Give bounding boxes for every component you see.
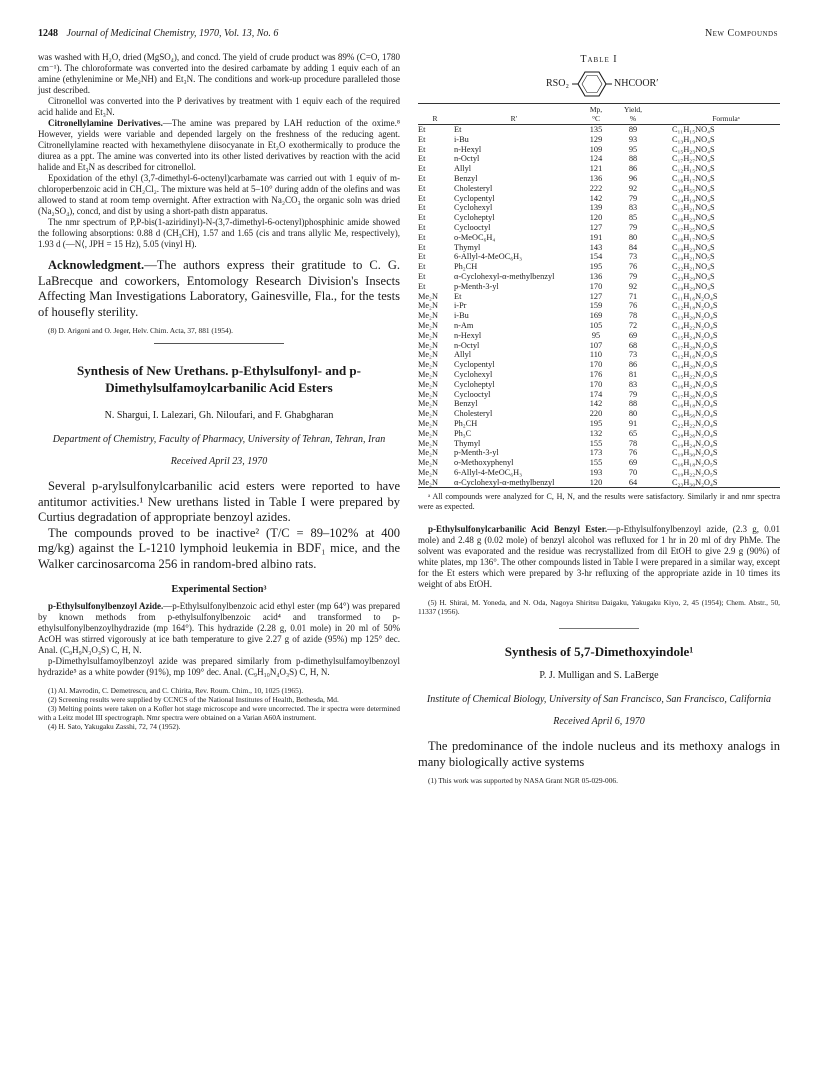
cell-r: Et: [418, 203, 426, 213]
cell-yield: 76: [628, 301, 638, 311]
footnote: [418, 776, 780, 785]
header-formula: Formulaᵃ: [648, 115, 780, 125]
run-in-heading: p-Ethylsulfonylbenzoyl Azide.: [48, 601, 164, 611]
reference: (8) D. Arigoni and O. Jeger, Helv. Chim. Acta, 37, 881 (1954).: [48, 326, 233, 335]
cell-yield: 79: [628, 222, 638, 232]
received-date: Received April 6, 1970: [553, 716, 645, 728]
paragraph-text: —The amine was prepared by LAH reduction of the oxime.⁸ However, yields were variable and depended largely on the freshness of the reducing agent. Citronellylamine reacted with hexamethylene diisocyanate in Et₂O exothermically to produce the diurea as a ppt. The amine was converted into its other listed derivatives by reaction with the acid halide and Et₃N as described for citronellol.: [38, 118, 400, 172]
cell-formula: C₁₉H₂₁NO₅S: [672, 252, 715, 262]
header-r: R: [418, 115, 452, 125]
reference: (4) H. Sato, Yakugaku Zasshi, 72, 74 (1952).: [48, 722, 181, 731]
table-row: [418, 311, 780, 321]
cell-yield: 92: [628, 183, 638, 193]
reference: (1) This work was supported by NASA Grant NGR 05-029-006.: [428, 776, 618, 786]
cell-yield: 86: [628, 164, 638, 174]
cell-mp: 124: [589, 154, 603, 164]
cell-formula: C₁₂H₁₅NO₄S: [672, 164, 715, 174]
footnote: [38, 326, 400, 335]
cell-r: Et: [418, 183, 426, 193]
table-row: [418, 233, 780, 243]
table-row: [418, 399, 780, 409]
run-in-heading: p-Ethylsulfonylcarbanilic Acid Benzyl Ester.: [428, 524, 608, 535]
cell-r: Et: [418, 134, 426, 144]
intro-paragraph: The compounds proved to be inactive² (T/C = 89–102% at 400 mg/kg) against the L-1210 lymphoid leukemia in BDF₁ mice, and the Walker carcinosarcoma 256 in random-bred albino rats.: [38, 525, 400, 571]
table-row: [418, 419, 780, 429]
table-row: [418, 154, 780, 164]
cell-r: Me₂N: [418, 428, 438, 438]
cell-r: Me₂N: [418, 350, 438, 360]
header-yield: Yield,: [618, 104, 648, 115]
cell-r-prime: i-Bu: [454, 311, 469, 321]
paragraph: p-Dimethylsulfamoylbenzoyl azide was prepared similarly from p-dimethylsulfamoylbenzoyl hydrazide⁵ as a white powder (91%), mp 109° dec. Anal. (C₉H₁₀N₄O₃S) C, H, N.: [38, 656, 400, 677]
cell-r: Me₂N: [418, 360, 438, 370]
cell-mp: 191: [589, 232, 603, 242]
cell-r-prime: Benzyl: [454, 399, 478, 409]
cell-formula: C₁₆H₁₈N₂O₅S: [672, 458, 718, 468]
cell-yield: 73: [628, 252, 638, 262]
table-row: [418, 243, 780, 253]
table-row: [418, 164, 780, 174]
table-row: [418, 429, 780, 439]
cell-r-prime: Cycloheptyl: [454, 213, 495, 223]
cell-r-prime: n-Am: [454, 320, 474, 330]
cell-formula: C₁₆H₁₇NO₅S: [672, 232, 715, 242]
cell-mp: 170: [589, 281, 603, 291]
cell-yield: 80: [628, 232, 638, 242]
table-row: [418, 252, 780, 262]
cell-formula: C₁₅H₂₂N₂O₄S: [672, 369, 718, 379]
table-row: [418, 321, 780, 331]
cell-yield: 95: [628, 144, 638, 154]
cell-r: Me₂N: [418, 291, 438, 301]
table-row: [418, 282, 780, 292]
cell-formula: C₁₉H₂₉NO₄S: [672, 281, 715, 291]
cell-r: Me₂N: [418, 448, 438, 458]
cell-mp: 129: [589, 134, 603, 144]
cell-formula: C₂₃H₂₉NO₄S: [672, 271, 715, 281]
cell-r: Et: [418, 154, 426, 164]
article-title: Synthesis of 5,7-Dimethoxyindole¹: [504, 644, 694, 660]
cell-formula: C₁₉H₂₂N₂O₅S: [672, 467, 718, 477]
cell-r: Me₂N: [418, 409, 438, 419]
cell-r-prime: Cyclohexyl: [454, 203, 493, 213]
cell-mp: 95: [591, 330, 601, 340]
cell-yield: 79: [628, 271, 638, 281]
cell-formula: C₁₉H₂₄N₂O₄S: [672, 438, 718, 448]
cell-formula: C₁₄H₂₂N₂O₄S: [672, 320, 718, 330]
cell-r-prime: Thymyl: [454, 242, 481, 252]
cell-formula: C₁₅H₂₁NO₄S: [672, 203, 715, 213]
cell-mp: 132: [589, 428, 603, 438]
table-row: [418, 213, 780, 223]
cell-r: Me₂N: [418, 301, 438, 311]
table-caption: Table I: [580, 54, 618, 65]
cell-r-prime: Cycloheptyl: [454, 379, 495, 389]
cell-formula: C₁₆H₂₃NO₄S: [672, 213, 715, 223]
cell-mp: 142: [589, 399, 603, 409]
acknowledgment-text: —The authors express their gratitude to C. G. LaBrecque and coworkers, Entomology Research Division's Insects Affecting Man Investigations Laboratory, Gainesville, Fla., for the tests of housefly sterility.: [38, 258, 400, 319]
cell-yield: 88: [628, 399, 638, 409]
cell-r: Et: [418, 213, 426, 223]
table-row: [418, 262, 780, 272]
table-row: [418, 390, 780, 400]
table-row: [418, 174, 780, 184]
cell-r: Me₂N: [418, 467, 438, 477]
table-row: [418, 478, 780, 488]
cell-mp: 155: [589, 438, 603, 448]
intro-paragraph: Several p-arylsulfonylcarbanilic acid esters were reported to have antitumor activities.¹ New urethans listed in Table I were prepared by Curtius degradation of appropriate benzoyl azides.: [38, 479, 400, 524]
cell-yield: 76: [628, 448, 638, 458]
reference: (5) H. Shirai, M. Yoneda, and N. Oda, Nagoya Shiritsu Daigaku, Yakugaku Kiyo, 2, 45 (1954); Chem. Abstr., 50, 11337 (1956).: [418, 598, 780, 617]
structure-right-group: NHCOOR′: [614, 78, 659, 89]
cell-mp: 195: [589, 262, 603, 272]
table-row: [418, 458, 780, 468]
paragraph: Epoxidation of the ethyl (3,7-dimethyl-6-octenyl)carbamate was carried out with 1 equiv of m-chloroperbenzoic acid in CH₂Cl₂. The mixture was held at 5–10° during addn of the olefins and was allowed to stand at room temp overnight. After extraction with Na₂CO₃ the organic soln was dried (Na₂SO₄), concd, and dist by using a short-path distn apparatus.: [38, 173, 400, 216]
cell-formula: C₁₁H₁₅NO₄S: [672, 125, 715, 134]
cell-yield: 83: [628, 379, 638, 389]
cell-r-prime: p-Menth-3-yl: [454, 448, 499, 458]
cell-r: Me₂N: [418, 311, 438, 321]
cell-yield: 73: [628, 350, 638, 360]
authors: N. Shargui, I. Lalezari, Gh. Niloufari, and F. Ghabgharan: [104, 410, 334, 421]
cell-yield: 91: [628, 418, 638, 428]
cell-r-prime: p-Menth-3-yl: [454, 281, 499, 291]
cell-formula: C₂₈H₂₆N₂O₄S: [672, 428, 718, 438]
header-yield-unit: %: [618, 115, 648, 125]
table-row: [418, 292, 780, 302]
cell-mp: 193: [589, 467, 603, 477]
cell-r: Me₂N: [418, 340, 438, 350]
right-column: [418, 52, 780, 785]
cell-mp: 173: [589, 448, 603, 458]
cell-r: Me₂N: [418, 330, 438, 340]
cell-yield: 89: [628, 125, 638, 134]
cell-yield: 84: [628, 242, 638, 252]
cell-r: Et: [418, 193, 426, 203]
table-row: [418, 380, 780, 390]
cell-r: Me₂N: [418, 458, 438, 468]
cell-r-prime: Cyclohexyl: [454, 369, 493, 379]
cell-mp: 135: [589, 125, 603, 134]
cell-formula: C₃₆H₅₆N₂O₄S: [672, 409, 718, 419]
table-row: [418, 448, 780, 458]
table-row: [418, 145, 780, 155]
cell-r: Me₂N: [418, 438, 438, 448]
cell-r-prime: Allyl: [454, 350, 472, 360]
table-row: [418, 341, 780, 351]
paragraph: was washed with H₂O, dried (MgSO₄), and concd. The yield of crude product was 89% (C=O, 1780 cm⁻¹). The chloroformate was converted into the desired carbamate by adding 1 equiv each of an amine (ethylenimine or Me₂NH) and Et₃N. The conditions and work-up procedure paralleled those just described.: [38, 52, 400, 95]
paragraph-text: —p-Ethylsulfonylbenzoyl azide, (2.3 g, 0.01 mole) and 2.48 g (0.02 mole) of benzyl alcohol was refluxed for 1 hr in 20 ml of dry PhMe. The solvent was evaporated and the residue was recrystallized from dil EtOH to give 2.9 g (90%) of white plates, mp 136°. The other compounds listed in Table I were prepared in a similar way, except for the Et esters which were prepared by 3-hr refluxing of the appropriate azide in 10 times its weight of abs EtOH.: [418, 524, 781, 590]
intro-paragraph: The predominance of the indole nucleus and its methoxy analogs in many biologically active systems: [418, 739, 780, 769]
cell-r: Et: [418, 281, 426, 291]
cell-r: Et: [418, 262, 426, 272]
cell-formula: C₁₇H₂₅NO₄S: [672, 222, 715, 232]
cell-yield: 79: [628, 389, 638, 399]
cell-mp: 139: [589, 203, 603, 213]
cell-r: Et: [418, 164, 426, 174]
paragraph: The nmr spectrum of P,P-bis(1-aziridinyl)-N-(3,7-dimethyl-6-octenyl)phosphinic amide showed the following absorptions: 0.88 d (CH₃CH), 1.57 and 1.65 (cis and trans allylic Me, respectively), 1.93 d (—N⟨, JPH = 15 Hz), 5.05 (vinyl H).: [38, 217, 400, 249]
cell-r: Et: [418, 222, 426, 232]
cell-formula: C₁₇H₂₆N₂O₄S: [672, 389, 718, 399]
cell-r-prime: 6-Allyl-4-MeOC₆H₃: [454, 467, 523, 477]
running-header: [38, 28, 778, 42]
paragraph: [38, 601, 400, 656]
cell-formula: C₁₇H₂₈N₂O₄S: [672, 340, 718, 350]
cell-yield: 71: [628, 291, 638, 301]
cell-r: Me₂N: [418, 369, 438, 379]
cell-formula: C₁₄H₁₉NO₄S: [672, 193, 715, 203]
cell-formula: C₁₁H₁₆N₂O₄S: [672, 291, 718, 301]
compound-table: [418, 103, 780, 488]
cell-yield: 92: [628, 281, 638, 291]
cell-r-prime: n-Hexyl: [454, 144, 482, 154]
cell-mp: 105: [589, 320, 603, 330]
cell-r-prime: n-Octyl: [454, 340, 480, 350]
cell-formula: C₁₄H₂₀N₂O₄S: [672, 360, 718, 370]
cell-formula: C₂₂H₂₂N₂O₄S: [672, 418, 718, 428]
cell-yield: 76: [628, 262, 638, 272]
cell-yield: 83: [628, 203, 638, 213]
cell-mp: 155: [589, 458, 603, 468]
cell-mp: 136: [589, 173, 603, 183]
cell-formula: C₁₂H₁₆N₂O₄S: [672, 350, 718, 360]
cell-mp: 174: [589, 389, 603, 399]
cell-mp: 222: [589, 183, 603, 193]
cell-r-prime: n-Hexyl: [454, 330, 482, 340]
table-row: [418, 468, 780, 478]
reference: (2) Screening results were supplied by CCNCS of the National Institutes of Health, Bethesda, Md.: [48, 695, 339, 704]
cell-r-prime: Ph₂CH: [454, 418, 478, 428]
cell-yield: 65: [628, 428, 638, 438]
cell-r: Et: [418, 232, 426, 242]
paragraph: [418, 524, 780, 590]
cell-mp: 195: [589, 418, 603, 428]
authors: P. J. Mulligan and S. LaBerge: [539, 670, 659, 682]
table-row: [418, 125, 780, 135]
cell-r-prime: Cyclopentyl: [454, 360, 495, 370]
table-row: [418, 272, 780, 282]
cell-r-prime: α-Cyclohexyl-α-methylbenzyl: [452, 478, 574, 488]
section-heading: Experimental Section³: [171, 584, 267, 595]
cell-yield: 80: [628, 409, 638, 419]
cell-r: Et: [418, 242, 426, 252]
table-row: [418, 203, 780, 213]
cell-r: Me₂N: [418, 320, 438, 330]
page-number: 1248: [38, 28, 58, 39]
footnote: [418, 598, 780, 616]
cell-r-prime: α-Cyclohexyl-α-methylbenzyl: [454, 271, 555, 281]
table-row: [418, 439, 780, 449]
table-row: [418, 350, 780, 360]
header-mp-unit: °C: [574, 115, 618, 125]
cell-r-prime: Cholesteryl: [454, 183, 493, 193]
cell-r-prime: Allyl: [454, 164, 472, 174]
cell-mp: 154: [589, 252, 603, 262]
header-mp: Mp,: [574, 104, 618, 115]
run-in-heading: Citronellylamine Derivatives.: [48, 118, 163, 128]
affiliation: Department of Chemistry, Faculty of Pharmacy, University of Tehran, Tehran, Iran: [52, 434, 386, 445]
cell-mp: 120: [574, 478, 618, 488]
benzene-ring-icon: [572, 69, 612, 99]
table-row: [418, 223, 780, 233]
cell-r-prime: Benzyl: [454, 173, 478, 183]
cell-r: Me₂N: [418, 418, 438, 428]
journal-name: Journal of Medicinal Chemistry, 1970, Vol. 13, No. 6: [66, 28, 279, 39]
cell-formula: C₂₂H₂₁NO₄S: [672, 262, 715, 272]
cell-yield: 93: [628, 134, 638, 144]
footnotes: [38, 686, 400, 731]
cell-mp: 121: [589, 164, 603, 174]
cell-formula: C₁₃H₂₀N₂O₄S: [672, 311, 718, 321]
cell-mp: 127: [589, 291, 603, 301]
table-row: [418, 135, 780, 145]
cell-mp: 142: [589, 193, 603, 203]
cell-r: Me₂N: [418, 478, 452, 488]
cell-r: Et: [418, 173, 426, 183]
cell-mp: 220: [589, 409, 603, 419]
cell-formula: C₁₉H₂₃NO₄S: [672, 242, 715, 252]
cell-formula: C₁₂H₁₈N₂O₄S: [672, 301, 718, 311]
table-row: [418, 331, 780, 341]
paragraph: [38, 118, 400, 173]
cell-r: Me₂N: [418, 399, 438, 409]
cell-yield: 78: [628, 438, 638, 448]
cell-r-prime: o-Methoxyphenyl: [454, 458, 514, 468]
cell-yield: 79: [628, 193, 638, 203]
cell-mp: 170: [589, 360, 603, 370]
cell-formula: C₂₃H₃₀N₂O₄S: [648, 478, 780, 488]
acknowledgment-heading: Acknowledgment.: [48, 258, 145, 272]
cell-formula: C₁₉H₃₀N₂O₄S: [672, 448, 718, 458]
cell-r: Me₂N: [418, 379, 438, 389]
cell-yield: 69: [628, 458, 638, 468]
cell-yield: 69: [628, 330, 638, 340]
cell-mp: 169: [589, 311, 603, 321]
cell-r-prime: n-Octyl: [454, 154, 480, 164]
cell-formula: C₁₇H₂₇NO₄S: [672, 154, 715, 164]
cell-r-prime: Cyclopentyl: [454, 193, 495, 203]
cell-yield: 68: [628, 340, 638, 350]
cell-yield: 78: [628, 311, 638, 321]
left-column: [38, 52, 400, 731]
cell-r-prime: 6-Allyl-4-MeOC₆H₃: [454, 252, 523, 262]
cell-formula: C₃₆H₅₅NO₄S: [672, 183, 715, 193]
cell-yield: 64: [618, 478, 648, 488]
table-row: [418, 360, 780, 370]
cell-r-prime: o-MeOC₆H₄: [454, 232, 496, 242]
cell-mp: 176: [589, 369, 603, 379]
cell-mp: 170: [589, 379, 603, 389]
table-row: [418, 184, 780, 194]
cell-yield: 85: [628, 213, 638, 223]
cell-r-prime: Thymyl: [454, 438, 481, 448]
cell-formula: C₁₅H₂₃NO₄S: [672, 144, 715, 154]
cell-formula: C₁₃H₁₉NO₄S: [672, 134, 715, 144]
cell-yield: 70: [628, 467, 638, 477]
cell-mp: 120: [589, 213, 603, 223]
header-r-prime: R′: [452, 115, 574, 125]
cell-mp: 110: [589, 350, 603, 360]
acknowledgment: [38, 258, 400, 320]
cell-r: Et: [418, 144, 426, 154]
cell-r-prime: Cyclooctyl: [454, 222, 491, 232]
table-row: [418, 301, 780, 311]
cell-yield: 81: [628, 369, 638, 379]
cell-mp: 127: [589, 222, 603, 232]
paragraph: Citronellol was converted into the P derivatives by treatment with 1 equiv each of the required acid halide and Et₃N.: [38, 96, 400, 117]
cell-yield: 86: [628, 360, 638, 370]
paragraph-text: —p-Ethylsulfonylbenzoic acid ethyl ester (mp 64°) was prepared by known methods from p-ethylsulfonylbenzoic acid⁴ and transformed to p-ethylsulfonylbenzoylhydrazide (mp 164°). This hydrazide (2.28 g, 0.01 mole) in 20 ml of 50% AcOH was stirred vigorously at ice bath temperature to give 2.27 g of azide (95%) mp 125° dec. Anal. (C₉H₉N₃O₃S) C, H, N.: [38, 601, 400, 655]
received-date: Received April 23, 1970: [170, 456, 268, 467]
table-row: [418, 194, 780, 204]
cell-r-prime: Ph₂CH: [454, 262, 478, 272]
cell-mp: 107: [589, 340, 603, 350]
cell-r: Et: [418, 252, 426, 262]
cell-mp: 109: [589, 144, 603, 154]
structure-left-group: RSO₂: [546, 78, 569, 89]
divider: [559, 628, 639, 629]
cell-mp: 143: [589, 242, 603, 252]
structure-formula: [418, 69, 780, 99]
cell-r-prime: i-Bu: [454, 134, 469, 144]
cell-formula: C₁₆H₁₈N₂O₄S: [672, 399, 718, 409]
cell-yield: 72: [628, 320, 638, 330]
cell-mp: 136: [589, 271, 603, 281]
cell-r-prime: Et: [454, 291, 462, 301]
reference: (1) Al. Mavrodin, C. Demetrescu, and C. Chirita, Rev. Roum. Chim., 10, 1025 (1965).: [48, 686, 304, 695]
divider: [154, 343, 284, 344]
cell-yield: 96: [628, 173, 638, 183]
cell-formula: C₁₆H₁₇NO₄S: [672, 173, 715, 183]
table-footnote: ᵃ All compounds were analyzed for C, H, N, and the results were satisfactory. Similarly ir and nmr spectra were as expected.: [418, 492, 780, 512]
cell-formula: C₁₅H₂₄N₂O₄S: [672, 330, 718, 340]
cell-r: Et: [418, 125, 426, 134]
cell-formula: C₁₆H₂₄N₂O₄S: [672, 379, 718, 389]
section-name: New Compounds: [704, 28, 778, 39]
table-row: [418, 370, 780, 380]
cell-r-prime: i-Pr: [454, 301, 467, 311]
cell-mp: 159: [589, 301, 603, 311]
reference: (3) Melting points were taken on a Kofler hot stage microscope and were uncorrected. The ir spectra were determined with a Leitz model III spectrograph. Nmr spectra were obtained on a Varian A60A instrument.: [38, 704, 400, 722]
cell-r-prime: Cyclooctyl: [454, 389, 491, 399]
cell-r-prime: Et: [454, 125, 462, 134]
cell-r: Me₂N: [418, 389, 438, 399]
cell-r-prime: Cholesteryl: [454, 409, 493, 419]
table-row: [418, 409, 780, 419]
cell-r: Et: [418, 271, 426, 281]
affiliation: Institute of Chemical Biology, University of San Francisco, San Francisco, California: [426, 694, 772, 706]
article-title: Synthesis of New Urethans. p-Ethylsulfonyl- and p-Dimethylsulfamoylcarbanilic Acid Esters: [76, 363, 361, 395]
cell-yield: 88: [628, 154, 638, 164]
cell-r-prime: Ph₃C: [454, 428, 472, 438]
